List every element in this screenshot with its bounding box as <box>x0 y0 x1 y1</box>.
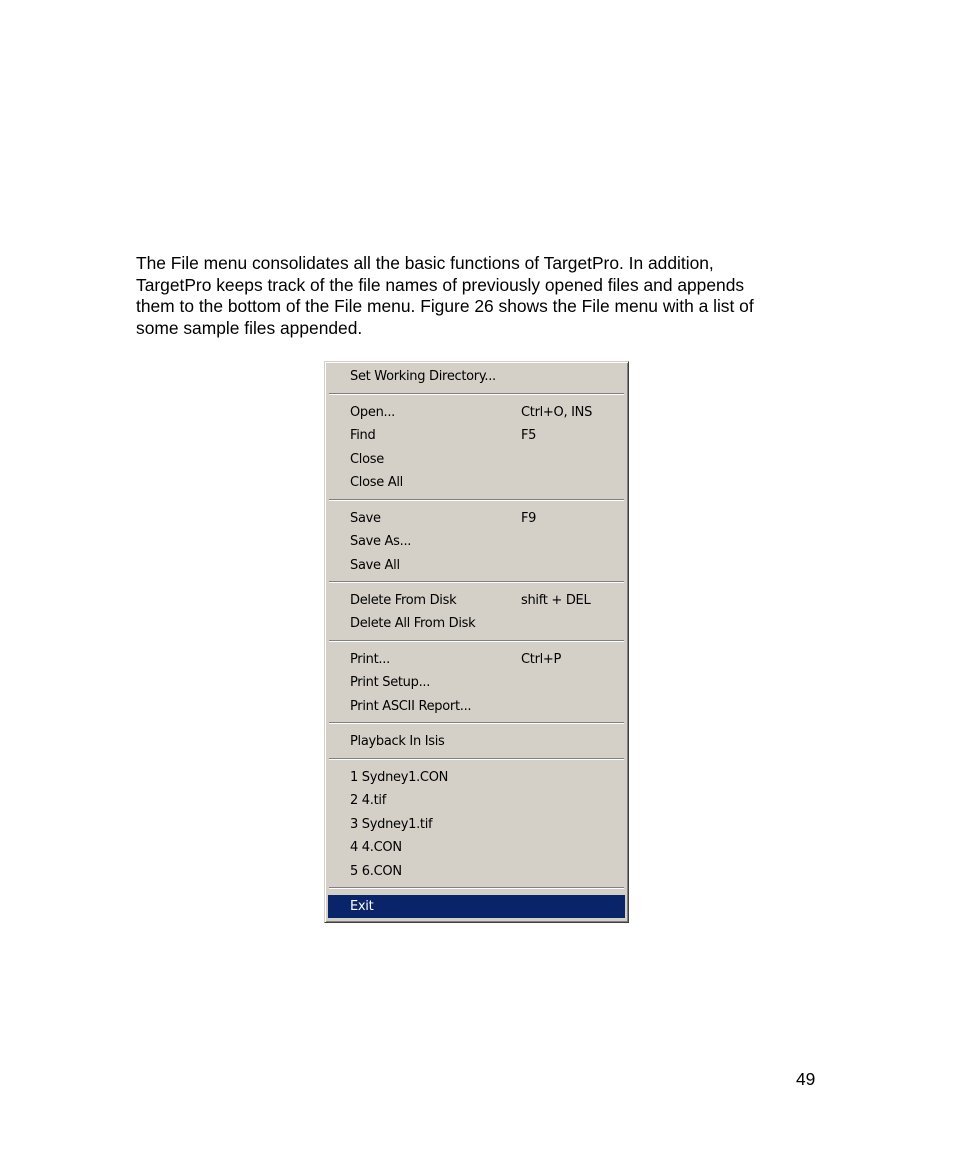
menu-item-label: Close All <box>350 475 403 490</box>
menu-item-recent-file-2[interactable] <box>328 789 625 812</box>
menu-item-label: 5 6.CON <box>350 864 402 879</box>
menu-item-label: Open... <box>350 405 396 420</box>
menu-item-shortcut: shift + DEL <box>521 593 591 608</box>
menu-item-label: Close <box>350 452 384 467</box>
menu-item-shortcut: Ctrl+P <box>521 652 562 667</box>
menu-item-recent-file-4[interactable] <box>328 836 625 859</box>
menu-item-print-ascii-report[interactable] <box>328 695 625 718</box>
paragraph-line: them to the bottom of the File menu. Figure 26 shows the File menu with a list of <box>136 296 754 316</box>
menu-item-label: Save <box>350 511 381 526</box>
menu-item-open[interactable] <box>328 401 625 424</box>
menu-item-label: Playback In Isis <box>350 734 445 749</box>
menu-item-recent-file-3[interactable] <box>328 813 625 836</box>
menu-item-shortcut: F5 <box>521 428 537 443</box>
file-menu <box>324 361 629 923</box>
menu-item-delete-from-disk[interactable] <box>328 589 625 612</box>
menu-item-shortcut: Ctrl+O, INS <box>521 405 593 420</box>
menu-separator <box>329 722 624 724</box>
menu-item-label: Save All <box>350 558 400 573</box>
menu-item-close[interactable] <box>328 448 625 471</box>
menu-item-label: Print Setup... <box>350 675 431 690</box>
menu-item-find[interactable] <box>328 424 625 447</box>
menu-item-exit[interactable] <box>328 895 625 918</box>
menu-item-delete-all-from-disk[interactable] <box>328 612 625 635</box>
menu-separator <box>329 640 624 642</box>
menu-item-set-working-directory[interactable] <box>328 365 625 388</box>
menu-separator <box>329 758 624 760</box>
paragraph-line: some sample files appended. <box>136 317 363 338</box>
menu-item-label: Find <box>350 428 376 443</box>
menu-item-label: 2 4.tif <box>350 793 386 808</box>
paragraph-line: The File menu consolidates all the basic functions of TargetPro. In addition, <box>136 253 714 273</box>
menu-item-recent-file-1[interactable] <box>328 766 625 789</box>
menu-item-label: Print ASCII Report... <box>350 699 472 714</box>
menu-item-label: Delete All From Disk <box>350 616 476 631</box>
menu-separator <box>329 499 624 501</box>
page-number: 49 <box>796 1069 816 1089</box>
body-paragraph <box>136 253 826 339</box>
menu-item-print[interactable] <box>328 648 625 671</box>
menu-item-label: Set Working Directory... <box>350 369 496 384</box>
menu-item-label: 3 Sydney1.tif <box>350 817 433 832</box>
menu-item-shortcut: F9 <box>521 511 537 526</box>
menu-item-label: Save As... <box>350 534 412 549</box>
menu-item-recent-file-5[interactable] <box>328 860 625 883</box>
menu-item-save-all[interactable] <box>328 554 625 577</box>
menu-item-label: Print... <box>350 652 390 667</box>
menu-item-label: 4 4.CON <box>350 840 402 855</box>
menu-item-label: 1 Sydney1.CON <box>350 770 449 785</box>
menu-separator <box>329 887 624 889</box>
menu-separator <box>329 393 624 395</box>
menu-item-label: Exit <box>350 899 374 914</box>
menu-item-print-setup[interactable] <box>328 671 625 694</box>
menu-item-save[interactable] <box>328 507 625 530</box>
menu-item-label: Delete From Disk <box>350 593 457 608</box>
menu-item-playback-in-isis[interactable] <box>328 730 625 753</box>
menu-separator <box>329 581 624 583</box>
menu-item-close-all[interactable] <box>328 471 625 494</box>
paragraph-line: TargetPro keeps track of the file names of previously opened files and appends <box>136 274 745 295</box>
menu-item-save-as[interactable] <box>328 530 625 553</box>
